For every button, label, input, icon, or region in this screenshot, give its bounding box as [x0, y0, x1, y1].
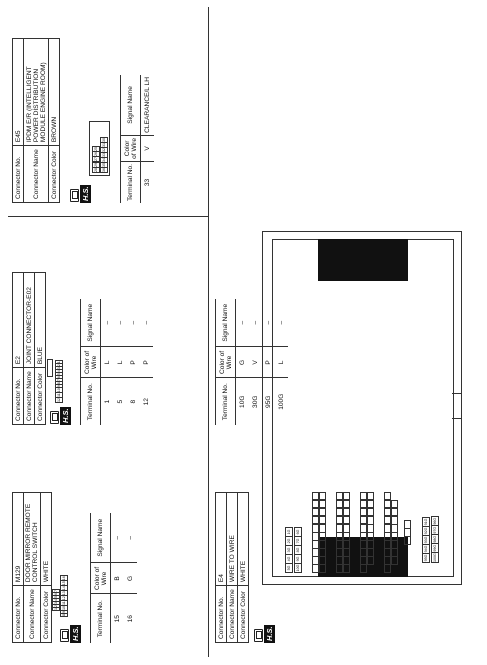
e2-hs-badge: [50, 407, 71, 425]
e45-connector-name: IPDM E/R (INTELLIGENT POWER DISTRIBUTION MODULE ENGINE ROOM): [24, 39, 49, 146]
pin: 1: [53, 608, 58, 610]
pin: 5: [53, 596, 58, 598]
m129-hs-badge: [60, 625, 81, 643]
harness-icon: [70, 189, 79, 202]
terminal-cell: 15: [114, 615, 121, 623]
table-row: [140, 299, 153, 425]
e4-pin-row: [360, 492, 367, 573]
connector-no-label: Connector No.: [13, 586, 24, 643]
pin: 16: [61, 576, 66, 581]
e4-pin-row: [384, 492, 391, 573]
hs-label: H.S.: [265, 626, 274, 641]
pin: 92G: [423, 527, 428, 535]
e45-hs-badge: [70, 185, 91, 203]
pin: 14: [61, 586, 66, 591]
connector-color-label: Connector Color: [49, 146, 60, 203]
e45-pins-top: [92, 146, 100, 173]
pin: 5G: [286, 564, 293, 573]
m129-pins-top: [52, 589, 60, 611]
table-row: [249, 299, 262, 425]
e4-connector-no: E4: [216, 493, 227, 586]
e45-connector-color: BROWN: [49, 39, 60, 146]
pin: 28: [93, 168, 98, 172]
signal-cell: –: [249, 299, 262, 347]
e4-pin-row: [404, 521, 411, 545]
table-row: [141, 75, 155, 203]
m129-connector-table: [12, 492, 52, 643]
pin: 25: [93, 147, 98, 151]
m129-connector-name: DOOR MIRROR REMOTE CONTROL SWITCH: [24, 493, 41, 586]
table-row: [114, 299, 127, 425]
pin: 93G: [423, 536, 428, 544]
pin: 97G: [432, 526, 437, 534]
pin: 26: [93, 152, 98, 156]
pin: 3: [53, 602, 58, 604]
horizontal-divider: [208, 7, 209, 657]
table-row: [124, 513, 137, 643]
pin: 10: [56, 388, 61, 393]
pin: 6: [53, 593, 58, 595]
e4-pin-row: [319, 492, 326, 573]
e4-pins-100-96: [431, 516, 439, 563]
pin: 35: [101, 163, 106, 167]
pin: 2: [56, 364, 61, 367]
terminal-cell: 8: [130, 399, 137, 404]
terminal-cell: 100G: [278, 393, 285, 410]
e45-connector-table: [12, 38, 60, 203]
pin: 10G: [295, 564, 300, 572]
pin: 13: [61, 591, 66, 596]
pin: 8G: [295, 546, 302, 555]
m129-connector-color: WHITE: [41, 493, 52, 586]
terminal-cell: 30G: [252, 395, 259, 408]
terminal-cell: 12: [143, 398, 150, 406]
pin: 7G: [295, 537, 302, 546]
wire-color-header: Color of Wire: [121, 135, 141, 161]
pin: 3: [56, 367, 61, 370]
pin: 7: [53, 590, 58, 592]
connector-color-label: Connector Color: [35, 368, 46, 425]
wire-color-header: Color of Wire: [91, 563, 111, 594]
pin: 29: [93, 163, 98, 167]
connector-color-label: Connector Color: [238, 586, 249, 643]
pin: 30: [101, 138, 106, 142]
wire-cell: V: [141, 135, 155, 161]
table-row: [101, 299, 115, 425]
pin: 15: [61, 581, 66, 586]
wire-cell: L: [114, 347, 127, 378]
e4-small-pins-bottom: [294, 527, 302, 573]
e2-pins: [55, 360, 63, 403]
terminal-no-header: Terminal No.: [216, 378, 236, 425]
signal-cell: –: [262, 299, 275, 347]
e4-pin-row: [343, 492, 350, 573]
pin: 31: [101, 143, 106, 147]
e2-connector-no: E2: [13, 273, 24, 368]
harness-icon: [50, 411, 59, 424]
pin: 5: [56, 373, 61, 376]
pin: 91G: [423, 518, 428, 526]
e2-latch: [47, 359, 53, 377]
wire-cell: P: [127, 347, 140, 378]
pin: 7: [56, 379, 61, 382]
pin: 6G: [295, 528, 302, 537]
pin: 2G: [286, 537, 293, 546]
pin: 4: [56, 370, 61, 373]
pin: 12: [56, 398, 61, 402]
signal-name-header: Signal Name: [121, 75, 141, 135]
e2-connector-color: BLUE: [35, 273, 46, 368]
e4-connector-table: [215, 492, 249, 643]
terminal-no-header: Terminal No.: [81, 378, 101, 425]
terminal-cell: 1: [104, 399, 111, 404]
signal-name-header: Signal Name: [216, 299, 236, 347]
signal-cell: –: [114, 299, 127, 347]
e2-connector-table: [12, 272, 46, 425]
pin: 27: [93, 157, 98, 161]
pin: 98G: [432, 535, 437, 543]
harness-icon: [254, 629, 263, 642]
pin: 3G: [286, 546, 293, 555]
e4-pin-row: [367, 492, 374, 565]
signal-name-header: Signal Name: [91, 513, 111, 563]
terminal-no-header: Terminal No.: [121, 161, 141, 203]
pin: 99G: [432, 544, 437, 552]
signal-cell: –: [127, 299, 140, 347]
pin: 11: [61, 601, 66, 605]
connector-no-label: Connector No.: [216, 586, 227, 643]
pin: 1: [56, 361, 61, 364]
table-row: [111, 513, 125, 643]
e2-terminal-table: [80, 299, 153, 425]
pin: 11: [56, 393, 61, 397]
pin: 4G: [286, 555, 293, 564]
terminal-cell: 95G: [265, 395, 272, 408]
vertical-divider: [8, 216, 208, 217]
wire-color-header: Color of Wire: [81, 347, 101, 378]
pin: 12: [61, 596, 66, 601]
connector-no-label: Connector No.: [13, 146, 24, 203]
m129-pins-bottom: [60, 575, 68, 617]
pin: 10: [61, 606, 66, 610]
pin: 9: [61, 611, 66, 613]
wire-cell: V: [249, 347, 262, 378]
terminal-cell: 33: [144, 178, 151, 187]
pin: 9G: [295, 555, 302, 564]
signal-cell: –: [140, 299, 153, 347]
wire-cell: P: [262, 347, 275, 378]
connector-name-label: Connector Name: [24, 368, 35, 425]
e4-hs-badge: [254, 625, 275, 643]
pin: 94G: [423, 545, 428, 553]
hs-label: H.S.: [61, 408, 70, 423]
terminal-cell: 16: [127, 615, 134, 623]
signal-name-header: Signal Name: [81, 299, 101, 347]
e4-connector-color: WHITE: [238, 493, 249, 586]
signal-cell: –: [275, 299, 288, 347]
pin: 8: [56, 382, 61, 385]
signal-cell: CLEARANCE/L LH: [141, 75, 155, 135]
e4-pin-row: [336, 492, 343, 573]
wire-cell: G: [124, 563, 137, 594]
harness-icon: [60, 629, 69, 642]
e4-latch-right: [318, 239, 408, 281]
pin: 1G: [286, 528, 293, 537]
terminal-cell: 5: [117, 399, 124, 404]
terminal-no-header: Terminal No.: [91, 594, 111, 643]
wire-cell: B: [111, 563, 125, 594]
signal-cell: –: [111, 513, 125, 563]
e45-pins-bottom: [100, 137, 108, 173]
table-row: [127, 299, 140, 425]
pin: 2: [53, 605, 58, 607]
e4-connector-name: WIRE TO WIRE: [227, 493, 238, 586]
wire-cell: L: [101, 347, 115, 378]
signal-cell: –: [236, 299, 250, 347]
e4-center-notch: [452, 393, 462, 419]
e2-connector-name: JOINT CONNECTOR-E02: [24, 273, 35, 368]
pin: 32: [101, 148, 106, 152]
e4-pins-95-91: [422, 517, 430, 563]
signal-cell: –: [124, 513, 137, 563]
terminal-cell: 10G: [239, 395, 246, 408]
hs-label: H.S.: [81, 186, 90, 201]
pin: 8: [61, 614, 66, 616]
wire-cell: G: [236, 347, 250, 378]
e4-pin-row: [312, 492, 319, 573]
connector-name-label: Connector Name: [24, 146, 49, 203]
hs-label: H.S.: [71, 626, 80, 641]
connector-name-label: Connector Name: [24, 586, 41, 643]
e45-terminal-table: [120, 75, 154, 203]
pin: 96G: [432, 517, 437, 525]
m129-connector-no: M129: [13, 493, 24, 586]
pin: 6: [56, 376, 61, 379]
wire-cell: L: [275, 347, 288, 378]
pin: 36: [101, 168, 106, 172]
wire-cell: P: [140, 347, 153, 378]
signal-cell: –: [101, 299, 115, 347]
connector-name-label: Connector Name: [227, 586, 238, 643]
pin: 95G: [423, 554, 428, 562]
connector-no-label: Connector No.: [13, 368, 24, 425]
table-row: [236, 299, 250, 425]
pin: 4: [53, 599, 58, 601]
pin: 33: [101, 153, 106, 157]
pin: 100G: [432, 553, 437, 562]
m129-terminal-table: [90, 513, 137, 643]
e4-small-pins-top: [285, 527, 293, 573]
e4-pin-row: [391, 500, 398, 565]
connector-color-label: Connector Color: [41, 586, 52, 643]
wire-color-header: Color of Wire: [216, 347, 236, 378]
e45-connector-no: E45: [13, 39, 24, 146]
pin: 9: [56, 385, 61, 388]
pin: 34: [101, 158, 106, 162]
